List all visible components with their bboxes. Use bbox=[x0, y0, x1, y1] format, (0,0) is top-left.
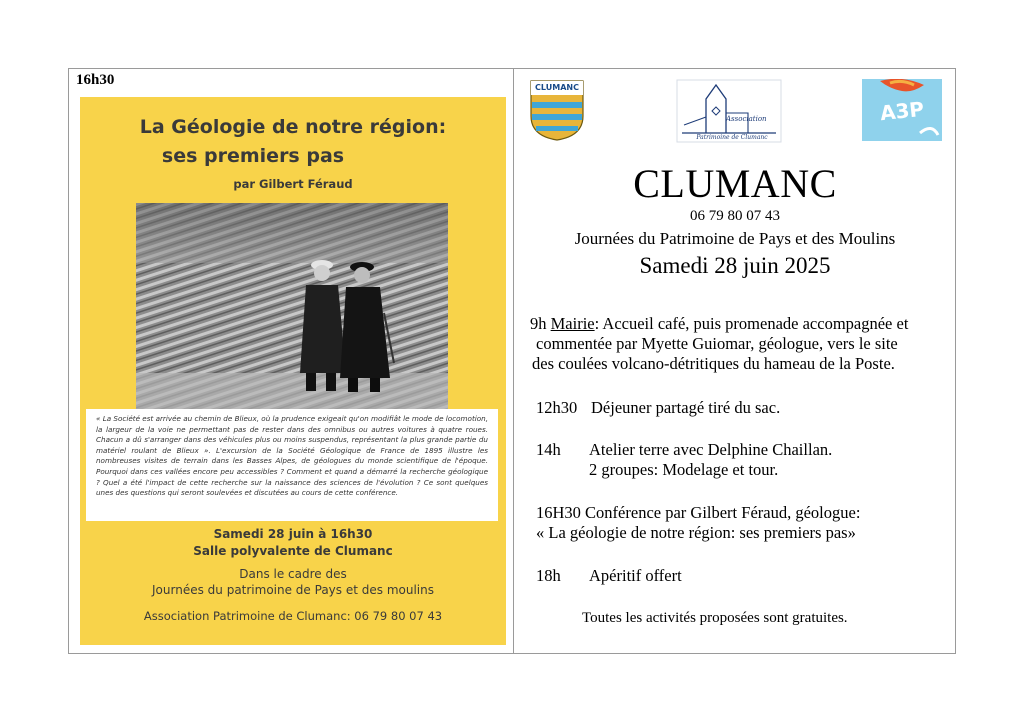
event-date: Samedi 28 juin 2025 bbox=[639, 253, 831, 278]
program-text: Conférence par Gilbert Féraud, géologue: bbox=[585, 503, 861, 522]
clumanc-crest-logo bbox=[528, 78, 586, 142]
a3p-logo bbox=[862, 79, 942, 141]
program-time: 16H30 bbox=[536, 503, 581, 522]
poster-frame-line1: Dans le cadre des bbox=[239, 567, 347, 581]
poster-title-line1: La Géologie de notre région: bbox=[139, 116, 447, 138]
poster-association: Association Patrimoine de Clumanc: 06 79 80 07 43 bbox=[143, 609, 443, 623]
program-item-14h-line2: 2 groupes: Modelage et tour. bbox=[589, 460, 779, 479]
a3p-label: A3P bbox=[878, 96, 926, 126]
program-time: 9h bbox=[530, 314, 547, 333]
poster-frame-line2: Journées du patrimoine de Pays et des moulins bbox=[152, 583, 434, 597]
program-item-12h30-time: 12h30 bbox=[536, 398, 578, 417]
program-item-16h30 bbox=[536, 503, 860, 523]
poster-quote: « La Société est arrivée au chemin de Blieux, où la prudence exigeait qu'on modifiât le mode de locomotion, la largeur de la voie ne permettant pas de rester dans des omnibus ou autres voitures à quatre roues. Chacun a dû s'arranger dans des véhicules plus ou moins suspendus, représentant la plus grande partie du matériel roulant de Blieux ». L'excursion de la Société Géologique de France de 1895 illustre les nombreuses visites de terrain dans les Basses Alpes, de géologues du monde scientifique de l'époque. Pourquoi dans ces vallées encore peu accessibles ? Comment et quand a démarré la recherche géologique ? Quel a été l'impact de cette recherche sur la naissance des sciences de l'évolution ? Ce sont quelques unes des questions qui seront soulevées et discutées au cours de cette conférence. bbox=[86, 409, 498, 521]
poster-author: par Gilbert Féraud bbox=[233, 177, 353, 191]
program-item-18h-time: 18h bbox=[536, 566, 561, 585]
program-item-14h-time: 14h bbox=[536, 440, 561, 459]
association-logo-line1: Association bbox=[726, 115, 767, 123]
association-logo-line2: Patrimoine de Clumanc bbox=[696, 134, 768, 141]
program-place: Mairie bbox=[550, 314, 595, 333]
program-item-14h-text: Atelier terre avec Delphine Chaillan. bbox=[589, 440, 833, 459]
free-activities-note: Toutes les activités proposées sont gratuites. bbox=[582, 610, 848, 626]
poster-venue: Salle polyvalente de Clumanc bbox=[193, 544, 393, 558]
poster-date: Samedi 28 juin à 16h30 bbox=[213, 527, 373, 541]
crest-label: CLUMANC bbox=[535, 83, 579, 92]
historical-photo bbox=[136, 203, 448, 421]
conference-poster bbox=[80, 97, 506, 645]
poster-title-line2: ses premiers pas bbox=[161, 145, 345, 167]
program-item-9h bbox=[530, 314, 908, 334]
program-item-18h-text: Apéritif offert bbox=[589, 566, 682, 585]
program-item-12h30-text: Déjeuner partagé tiré du sac. bbox=[591, 398, 781, 417]
time-label: 16h30 bbox=[76, 72, 115, 88]
contact-phone: 06 79 80 07 43 bbox=[690, 208, 780, 224]
program-item-9h-line3: des coulées volcano-détritiques du hameau de la Poste. bbox=[532, 354, 895, 373]
column-divider bbox=[513, 68, 514, 654]
village-title: CLUMANC bbox=[633, 161, 837, 206]
event-name: Journées du Patrimoine de Pays et des Moulins bbox=[574, 229, 896, 248]
program-item-9h-line2: commentée par Myette Guiomar, géologue, vers le site bbox=[536, 334, 898, 353]
program-text: : Accueil café, puis promenade accompagnée et bbox=[594, 314, 909, 333]
association-logo bbox=[676, 79, 782, 143]
program-item-16h30-line2: « La géologie de notre région: ses premiers pas» bbox=[536, 523, 856, 542]
